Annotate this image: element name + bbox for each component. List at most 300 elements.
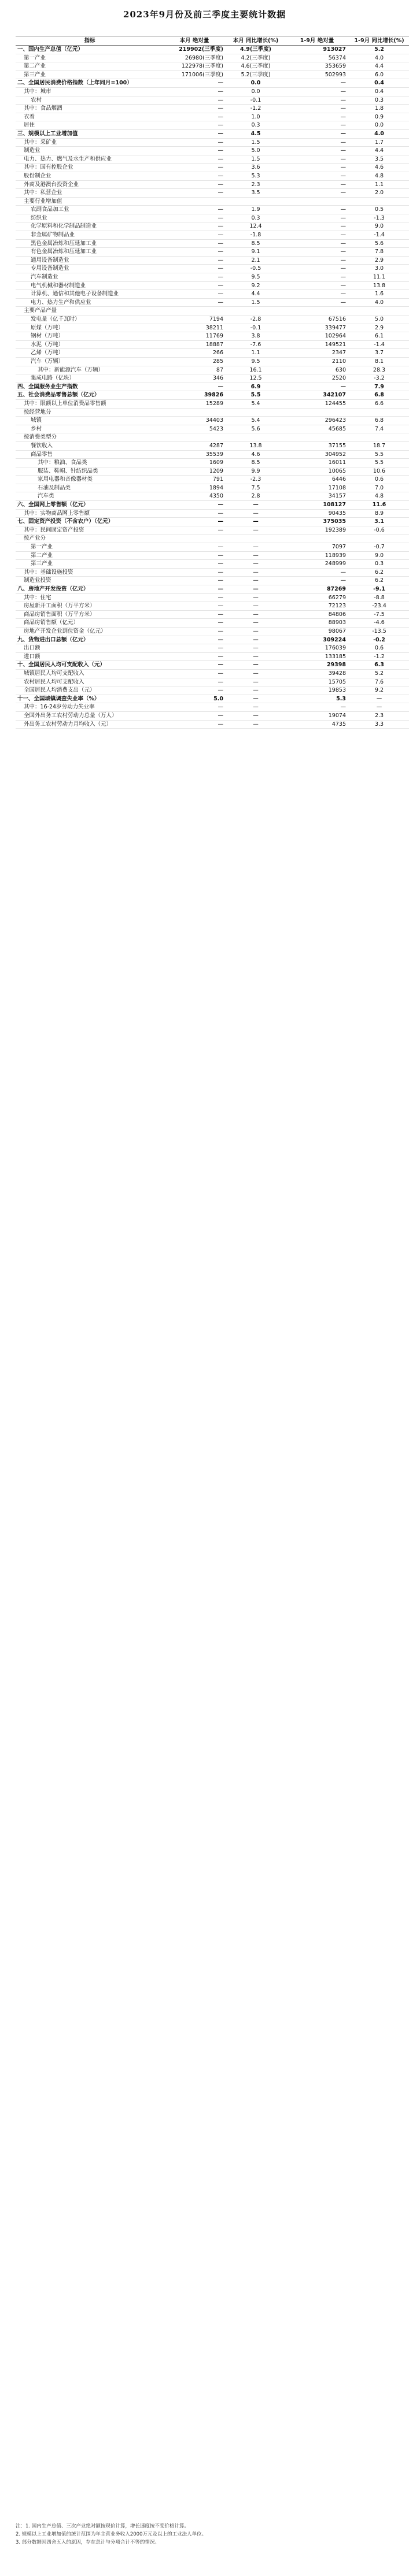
- value-cell: -7.5: [348, 610, 409, 619]
- value-cell: 1.6: [348, 290, 409, 299]
- header-cell: 本月 同比增长(%): [225, 36, 286, 46]
- indicator-name: 集成电路（亿块）: [16, 374, 164, 383]
- value-cell: —: [286, 189, 348, 198]
- value-cell: —: [164, 593, 225, 602]
- table-row: [16, 105, 409, 113]
- value-cell: —: [164, 501, 225, 510]
- indicator-name: 第三产业: [16, 70, 164, 79]
- value-cell: 5.3: [286, 695, 348, 703]
- value-cell: 39428: [286, 669, 348, 678]
- indicator-name: 十、全国居民人均可支配收入（元）: [16, 661, 164, 670]
- value-cell: 37155: [286, 441, 348, 450]
- value-cell: -0.5: [225, 265, 286, 273]
- value-cell: —: [225, 711, 286, 720]
- value-cell: —: [286, 222, 348, 231]
- value-cell: 0.3: [348, 96, 409, 105]
- value-cell: 1609: [164, 459, 225, 467]
- indicator-name: 其中：民间固定资产投资: [16, 526, 164, 534]
- table-row: [16, 441, 409, 450]
- table-row: [16, 644, 409, 653]
- indicator-name: 汽车制造业: [16, 273, 164, 282]
- value-cell: 285: [164, 357, 225, 366]
- indicator-name: 第三产业: [16, 560, 164, 569]
- indicator-name: 制造业: [16, 147, 164, 155]
- indicator-name: 有色金属冶炼和压延加工业: [16, 248, 164, 257]
- value-cell: 133185: [286, 652, 348, 661]
- value-cell: 5.6: [348, 239, 409, 248]
- table-row: [16, 568, 409, 577]
- value-cell: -4.6: [348, 619, 409, 628]
- value-cell: -0.2: [348, 636, 409, 644]
- value-cell: -1.2: [225, 105, 286, 113]
- value-cell: -0.1: [225, 324, 286, 332]
- value-cell: [348, 408, 409, 417]
- table-row: [16, 459, 409, 467]
- table-row: [16, 408, 409, 417]
- table-row: [16, 619, 409, 628]
- table-row: [16, 256, 409, 265]
- value-cell: 5.4: [225, 399, 286, 408]
- value-cell: 266: [164, 349, 225, 358]
- value-cell: 0.4: [348, 79, 409, 88]
- value-cell: 4.2(三季度): [225, 54, 286, 62]
- indicator-name: 出口额: [16, 644, 164, 653]
- value-cell: 16.1: [225, 366, 286, 374]
- value-cell: 0.6: [348, 476, 409, 484]
- value-cell: —: [164, 214, 225, 222]
- value-cell: —: [164, 265, 225, 273]
- value-cell: —: [225, 644, 286, 653]
- value-cell: —: [225, 703, 286, 712]
- value-cell: 66279: [286, 593, 348, 602]
- indicator-name: 农村: [16, 96, 164, 105]
- value-cell: —: [286, 256, 348, 265]
- value-cell: 28.3: [348, 366, 409, 374]
- value-cell: 192389: [286, 526, 348, 534]
- value-cell: 5.0: [225, 147, 286, 155]
- value-cell: 4.6: [348, 164, 409, 172]
- value-cell: 18.7: [348, 441, 409, 450]
- value-cell: 9.2: [348, 686, 409, 695]
- indicator-name: 汽车（万辆）: [16, 357, 164, 366]
- value-cell: 4.9(三季度): [225, 46, 286, 54]
- table-row: [16, 720, 409, 729]
- value-cell: 2.3: [225, 180, 286, 189]
- value-cell: 38211: [164, 324, 225, 332]
- value-cell: 9.5: [225, 273, 286, 282]
- value-cell: —: [225, 636, 286, 644]
- table-row: [16, 315, 409, 324]
- value-cell: 0.3: [225, 214, 286, 222]
- value-cell: [164, 433, 225, 442]
- value-cell: —: [286, 180, 348, 189]
- table-body: [16, 46, 409, 729]
- indicator-name: 全国外出务工农村劳动力总量（万人）: [16, 711, 164, 720]
- value-cell: 0.5: [348, 206, 409, 214]
- value-cell: —: [164, 652, 225, 661]
- value-cell: -2.8: [225, 315, 286, 324]
- table-row: [16, 96, 409, 105]
- value-cell: 6.3: [348, 661, 409, 670]
- value-cell: -9.1: [348, 585, 409, 594]
- value-cell: [286, 307, 348, 315]
- table-row: [16, 62, 409, 71]
- value-cell: —: [286, 281, 348, 290]
- value-cell: —: [164, 121, 225, 130]
- value-cell: 3.8: [225, 332, 286, 341]
- value-cell: 34157: [286, 492, 348, 501]
- indicator-name: 主要产品产量: [16, 307, 164, 315]
- table-row: [16, 593, 409, 602]
- value-cell: —: [286, 206, 348, 214]
- value-cell: —: [225, 602, 286, 611]
- value-cell: —: [164, 602, 225, 611]
- value-cell: —: [225, 669, 286, 678]
- table-row: [16, 155, 409, 164]
- value-cell: —: [164, 164, 225, 172]
- indicator-name: 七、固定资产投资（不含农户）（亿元）: [16, 518, 164, 526]
- value-cell: —: [225, 686, 286, 695]
- value-cell: 304952: [286, 450, 348, 459]
- table-row: [16, 290, 409, 299]
- table-row: [16, 661, 409, 670]
- table-row: [16, 324, 409, 332]
- value-cell: 5.2: [348, 46, 409, 54]
- value-cell: —: [225, 577, 286, 585]
- value-cell: —: [225, 518, 286, 526]
- indicator-name: 城镇居民人均可支配收入: [16, 669, 164, 678]
- footnote-line: 注：1. 国内生产总值、三次产业绝对额按现价计算，增长速度按不变价格计算。: [16, 2523, 189, 2529]
- table-row: [16, 164, 409, 172]
- value-cell: 102964: [286, 332, 348, 341]
- value-cell: 5.3: [225, 172, 286, 180]
- value-cell: 5.5: [348, 459, 409, 467]
- value-cell: 0.3: [348, 560, 409, 569]
- value-cell: 7.8: [348, 248, 409, 257]
- value-cell: 5.6: [225, 425, 286, 433]
- value-cell: 1.5: [225, 138, 286, 147]
- value-cell: [225, 534, 286, 543]
- value-cell: -7.6: [225, 340, 286, 349]
- indicator-name: 乡村: [16, 425, 164, 433]
- value-cell: 375035: [286, 518, 348, 526]
- indicator-name: 房屋新开工面积（万平方米）: [16, 602, 164, 611]
- value-cell: [286, 197, 348, 206]
- value-cell: [348, 307, 409, 315]
- value-cell: —: [286, 87, 348, 96]
- value-cell: 0.6: [348, 644, 409, 653]
- footnotes: [16, 2522, 393, 2547]
- table-row: [16, 383, 409, 391]
- table-row: [16, 476, 409, 484]
- table-row: [16, 669, 409, 678]
- value-cell: 4.5: [225, 129, 286, 138]
- table-row: [16, 374, 409, 383]
- table-row: [16, 248, 409, 257]
- value-cell: -1.4: [348, 231, 409, 240]
- value-cell: 1.7: [348, 138, 409, 147]
- table-row: [16, 197, 409, 206]
- indicator-name: 汽车类: [16, 492, 164, 501]
- value-cell: 0.9: [348, 113, 409, 121]
- value-cell: -23.4: [348, 602, 409, 611]
- value-cell: —: [286, 96, 348, 105]
- value-cell: 6.9: [225, 383, 286, 391]
- table-row: [16, 222, 409, 231]
- value-cell: —: [286, 577, 348, 585]
- value-cell: 1.1: [348, 180, 409, 189]
- table-row: [16, 577, 409, 585]
- value-cell: —: [286, 155, 348, 164]
- value-cell: 84806: [286, 610, 348, 619]
- indicator-name: 股份制企业: [16, 172, 164, 180]
- table-row: [16, 509, 409, 518]
- value-cell: 3.6: [225, 164, 286, 172]
- value-cell: 98067: [286, 627, 348, 636]
- table-row: [16, 214, 409, 222]
- value-cell: [225, 307, 286, 315]
- value-cell: —: [164, 222, 225, 231]
- table-row: [16, 265, 409, 273]
- value-cell: —: [164, 509, 225, 518]
- value-cell: 7.5: [225, 484, 286, 492]
- value-cell: —: [164, 239, 225, 248]
- value-cell: [225, 433, 286, 442]
- table-row: [16, 298, 409, 307]
- value-cell: —: [286, 138, 348, 147]
- value-cell: —: [164, 703, 225, 712]
- value-cell: —: [225, 720, 286, 729]
- indicator-name: 原煤（万吨）: [16, 324, 164, 332]
- value-cell: 9.0: [348, 222, 409, 231]
- value-cell: -1.2: [348, 652, 409, 661]
- statistics-table: [16, 36, 409, 729]
- value-cell: 11.1: [348, 273, 409, 282]
- value-cell: 2347: [286, 349, 348, 358]
- value-cell: 4.4: [225, 290, 286, 299]
- table-row: [16, 281, 409, 290]
- value-cell: —: [164, 636, 225, 644]
- table-row: [16, 70, 409, 79]
- indicator-name: 二、全国居民消费价格指数（上年同月=100）: [16, 79, 164, 88]
- value-cell: —: [164, 661, 225, 670]
- value-cell: 9.1: [225, 248, 286, 257]
- value-cell: 3.0: [348, 265, 409, 273]
- page-title: 2023年9月份及前三季度主要统计数据: [123, 9, 286, 20]
- value-cell: [348, 534, 409, 543]
- value-cell: —: [164, 87, 225, 96]
- value-cell: -0.1: [225, 96, 286, 105]
- value-cell: —: [164, 138, 225, 147]
- value-cell: —: [164, 518, 225, 526]
- table-row: [16, 678, 409, 686]
- indicator-name: 通用设备制造业: [16, 256, 164, 265]
- value-cell: 5.0: [164, 695, 225, 703]
- indicator-name: 第一产业: [16, 54, 164, 62]
- table-row: [16, 636, 409, 644]
- value-cell: —: [225, 585, 286, 594]
- indicator-name: 商品房销售额（亿元）: [16, 619, 164, 628]
- table-row: [16, 425, 409, 433]
- value-cell: 39826: [164, 391, 225, 400]
- value-cell: 4.6: [225, 450, 286, 459]
- table-row: [16, 627, 409, 636]
- value-cell: 0.0: [348, 121, 409, 130]
- table-row: [16, 585, 409, 594]
- table-row: [16, 534, 409, 543]
- table-row: [16, 349, 409, 358]
- value-cell: -3.2: [348, 374, 409, 383]
- value-cell: 87: [164, 366, 225, 374]
- value-cell: 56374: [286, 54, 348, 62]
- value-cell: 5.4: [225, 417, 286, 425]
- indicator-name: 计算机、通信和其他电子设备制造业: [16, 290, 164, 299]
- value-cell: —: [286, 231, 348, 240]
- table-row: [16, 129, 409, 138]
- indicator-name: 餐饮收入: [16, 441, 164, 450]
- indicator-name: 纺织业: [16, 214, 164, 222]
- value-cell: —: [286, 214, 348, 222]
- value-cell: 309224: [286, 636, 348, 644]
- value-cell: 26980(三季度): [164, 54, 225, 62]
- value-cell: 118939: [286, 551, 348, 560]
- indicator-name: 制造业投资: [16, 577, 164, 585]
- indicator-name: 农副食品加工业: [16, 206, 164, 214]
- value-cell: —: [286, 273, 348, 282]
- indicator-name: 其中：限额以上单位消费品零售额: [16, 399, 164, 408]
- value-cell: —: [164, 290, 225, 299]
- value-cell: 8.9: [348, 509, 409, 518]
- indicator-name: 城镇: [16, 417, 164, 425]
- footnote-line: 2. 规模以上工业增加值的统计范围为年主营业务收入2000万元及以上的工业法人单位。: [16, 2532, 207, 2537]
- value-cell: —: [164, 96, 225, 105]
- value-cell: 2.1: [225, 256, 286, 265]
- indicator-name: 第二产业: [16, 62, 164, 71]
- indicator-name: 非金属矿物制品业: [16, 231, 164, 240]
- header-cell: 1-9月 同比增长(%): [348, 36, 409, 46]
- indicator-name: 乙烯（万吨）: [16, 349, 164, 358]
- value-cell: 1.5: [225, 298, 286, 307]
- value-cell: 219902(三季度): [164, 46, 225, 54]
- table-row: [16, 206, 409, 214]
- table-row: [16, 518, 409, 526]
- table-row: [16, 231, 409, 240]
- value-cell: 5423: [164, 425, 225, 433]
- value-cell: -1.8: [225, 231, 286, 240]
- value-cell: 3.7: [348, 349, 409, 358]
- value-cell: 296423: [286, 417, 348, 425]
- table-row: [16, 87, 409, 96]
- value-cell: 4.8: [348, 172, 409, 180]
- value-cell: —: [286, 129, 348, 138]
- value-cell: —: [164, 711, 225, 720]
- value-cell: —: [164, 172, 225, 180]
- value-cell: 1.9: [225, 206, 286, 214]
- table-row: [16, 46, 409, 54]
- table-row: [16, 417, 409, 425]
- value-cell: —: [225, 551, 286, 560]
- indicator-name: 居住: [16, 121, 164, 130]
- value-cell: 3.3: [348, 720, 409, 729]
- value-cell: —: [225, 652, 286, 661]
- value-cell: 9.2: [225, 281, 286, 290]
- value-cell: [348, 197, 409, 206]
- value-cell: 0.0: [225, 87, 286, 96]
- indicator-name: 第一产业: [16, 543, 164, 552]
- value-cell: 18887: [164, 340, 225, 349]
- value-cell: —: [164, 155, 225, 164]
- value-cell: 5.5: [348, 450, 409, 459]
- indicator-name: 十一、全国城镇调查失业率（%）: [16, 695, 164, 703]
- value-cell: -1.4: [348, 340, 409, 349]
- value-cell: -8.8: [348, 593, 409, 602]
- value-cell: [225, 197, 286, 206]
- value-cell: 5.2(三季度): [225, 70, 286, 79]
- table-row: [16, 695, 409, 703]
- value-cell: —: [286, 147, 348, 155]
- value-cell: 8.5: [225, 239, 286, 248]
- indicator-name: 其中：国有控股企业: [16, 164, 164, 172]
- value-cell: 13.8: [348, 281, 409, 290]
- table-row: [16, 357, 409, 366]
- table-row: [16, 239, 409, 248]
- value-cell: 45685: [286, 425, 348, 433]
- value-cell: 11769: [164, 332, 225, 341]
- value-cell: —: [164, 568, 225, 577]
- value-cell: 1.0: [225, 113, 286, 121]
- table-row: [16, 543, 409, 552]
- value-cell: —: [286, 164, 348, 172]
- table-row: [16, 433, 409, 442]
- table-row: [16, 79, 409, 88]
- value-cell: 1.1: [225, 349, 286, 358]
- value-cell: [164, 307, 225, 315]
- value-cell: 2.0: [348, 189, 409, 198]
- table-row: [16, 340, 409, 349]
- footnote-line: 3. 部分数据因四舍五入的原因，存在总计与分项合计不等的情况。: [16, 2540, 160, 2545]
- value-cell: —: [164, 644, 225, 653]
- value-cell: —: [164, 585, 225, 594]
- value-cell: —: [164, 79, 225, 88]
- value-cell: 353659: [286, 62, 348, 71]
- value-cell: —: [164, 678, 225, 686]
- value-cell: —: [286, 79, 348, 88]
- value-cell: 6.8: [348, 417, 409, 425]
- value-cell: —: [286, 121, 348, 130]
- value-cell: —: [225, 619, 286, 628]
- value-cell: 0.0: [225, 79, 286, 88]
- value-cell: 35539: [164, 450, 225, 459]
- value-cell: —: [164, 686, 225, 695]
- value-cell: —: [225, 593, 286, 602]
- value-cell: 9.0: [348, 551, 409, 560]
- indicator-name: 全国居民人均消费支出（元）: [16, 686, 164, 695]
- value-cell: 6.0: [348, 70, 409, 79]
- value-cell: —: [164, 383, 225, 391]
- value-cell: —: [225, 610, 286, 619]
- value-cell: [225, 408, 286, 417]
- value-cell: 6.2: [348, 577, 409, 585]
- indicator-name: 外商及港澳台投资企业: [16, 180, 164, 189]
- indicator-name: 其中：城市: [16, 87, 164, 96]
- value-cell: 7194: [164, 315, 225, 324]
- value-cell: 2.9: [348, 324, 409, 332]
- value-cell: 248999: [286, 560, 348, 569]
- indicator-name: 其中：16-24岁劳动力失业率: [16, 703, 164, 712]
- value-cell: 10065: [286, 467, 348, 476]
- value-cell: —: [286, 239, 348, 248]
- value-cell: —: [225, 526, 286, 534]
